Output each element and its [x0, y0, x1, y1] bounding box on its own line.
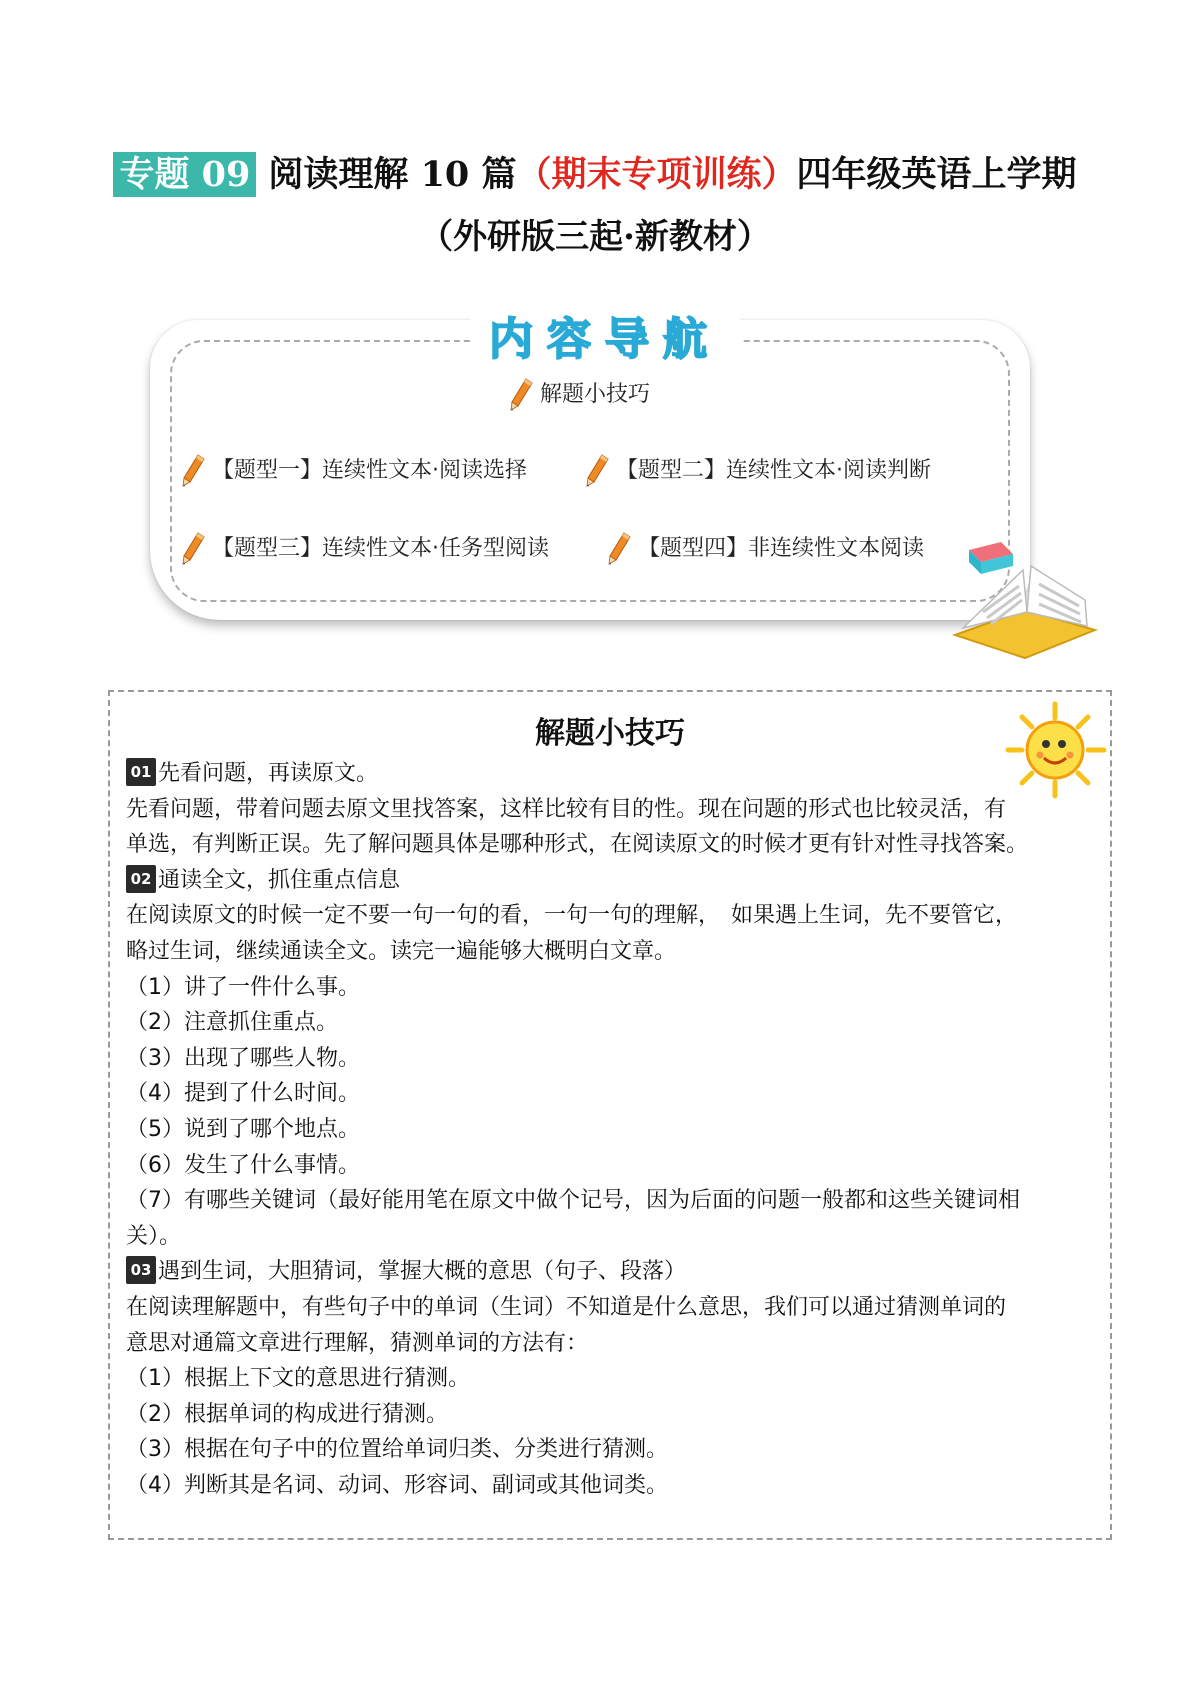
nav-title: 内容导航: [489, 314, 721, 365]
eraser-icon: [969, 542, 1013, 574]
list-item: （4）提到了什么时间。: [126, 1081, 360, 1107]
nav-item-type-4[interactable]: [608, 532, 924, 566]
paragraph-line: 略过生词，继续通读全文。读完一遍能够大概明白文章。: [126, 938, 677, 964]
nav-item-label: 解题小技巧: [540, 382, 651, 407]
pencil-icon: [182, 532, 206, 566]
list-item: （3）出现了哪些人物。: [126, 1045, 360, 1071]
paragraph-line: 单选，有判断正误。先了解问题具体是哪种形式，在阅读原文的时候才更有针对性寻找答案。: [126, 832, 1029, 858]
book-icon: [935, 540, 1105, 660]
pencil-icon: [608, 532, 632, 566]
topic-tag: 专题 09: [113, 152, 256, 197]
paragraph-line: 意思对通篇文章进行理解，猜测单词的方法有：: [126, 1330, 589, 1356]
list-item: 关）。: [126, 1223, 182, 1249]
list-item: （2）注意抓住重点。: [126, 1010, 338, 1036]
nav-item-type-3[interactable]: [182, 532, 549, 566]
title-suffix: 四年级英语上学期: [796, 154, 1077, 195]
list-item: （5）说到了哪个地点。: [126, 1116, 360, 1142]
document-title: [0, 150, 1190, 200]
list-item: （3）根据在句子中的位置给单词归类、分类进行猜测。: [126, 1437, 668, 1463]
list-item: （4）判断其是名词、动词、形容词、副词或其他词类。: [126, 1472, 668, 1498]
nav-item-label: 【题型三】连续性文本·任务型阅读: [212, 536, 549, 561]
number-badge: 02: [126, 865, 156, 893]
paragraph-line: 在阅读原文的时候一定不要一句一句的看，一句一句的理解， 如果遇上生词，先不要管它，: [126, 903, 1018, 929]
nav-title-wrap: [470, 310, 740, 370]
tips-heading: 解题小技巧: [535, 716, 685, 751]
content-navigation-card: [150, 314, 1030, 620]
number-badge: 03: [126, 1256, 156, 1284]
list-item: （1）根据上下文的意思进行猜测。: [126, 1366, 470, 1392]
nav-item-label: 【题型四】非连续性文本阅读: [638, 536, 925, 561]
list-item: （6）发生了什么事情。: [126, 1152, 360, 1178]
number-badge: 01: [126, 758, 156, 786]
list-item: （2）根据单词的构成进行猜测。: [126, 1401, 448, 1427]
nav-item-tips[interactable]: [510, 378, 650, 412]
pencil-icon: [586, 454, 610, 488]
nav-item-label: 【题型二】连续性文本·阅读判断: [616, 458, 931, 483]
list-item: （1）讲了一件什么事。: [126, 974, 360, 1000]
nav-item-type-1[interactable]: [182, 454, 527, 488]
list-item: （7）有哪些关键词（最好能用笔在原文中做个记号，因为后面的问题一般都和这些关键词相: [126, 1188, 1021, 1214]
paragraph-line: 在阅读理解题中，有些句子中的单词（生词）不知道是什么意思，我们可以通过猜测单词的: [126, 1294, 1007, 1320]
title-highlight: （期末专项训练）: [516, 154, 797, 195]
tips-box: [108, 690, 1112, 1540]
nav-item-label: 【题型一】连续性文本·阅读选择: [212, 458, 527, 483]
paragraph-line: 先看问题，带着问题去原文里找答案，这样比较有目的性。现在问题的形式也比较灵活，有: [126, 796, 1007, 822]
tips-body: [126, 756, 1101, 1503]
pencil-icon: [510, 378, 534, 412]
document-subtitle: （外研版三起·新教材）: [419, 217, 771, 257]
section-title: 01 先看问题，再读原文。: [126, 756, 1101, 792]
section-title: 02 通读全文，抓住重点信息: [126, 863, 1101, 899]
section-title: 03 遇到生词，大胆猜词，掌握大概的意思（句子、段落）: [126, 1254, 1101, 1290]
pencil-icon: [182, 454, 206, 488]
nav-item-type-2[interactable]: [586, 454, 931, 488]
title-main: 阅读理解 10 篇: [268, 154, 517, 195]
